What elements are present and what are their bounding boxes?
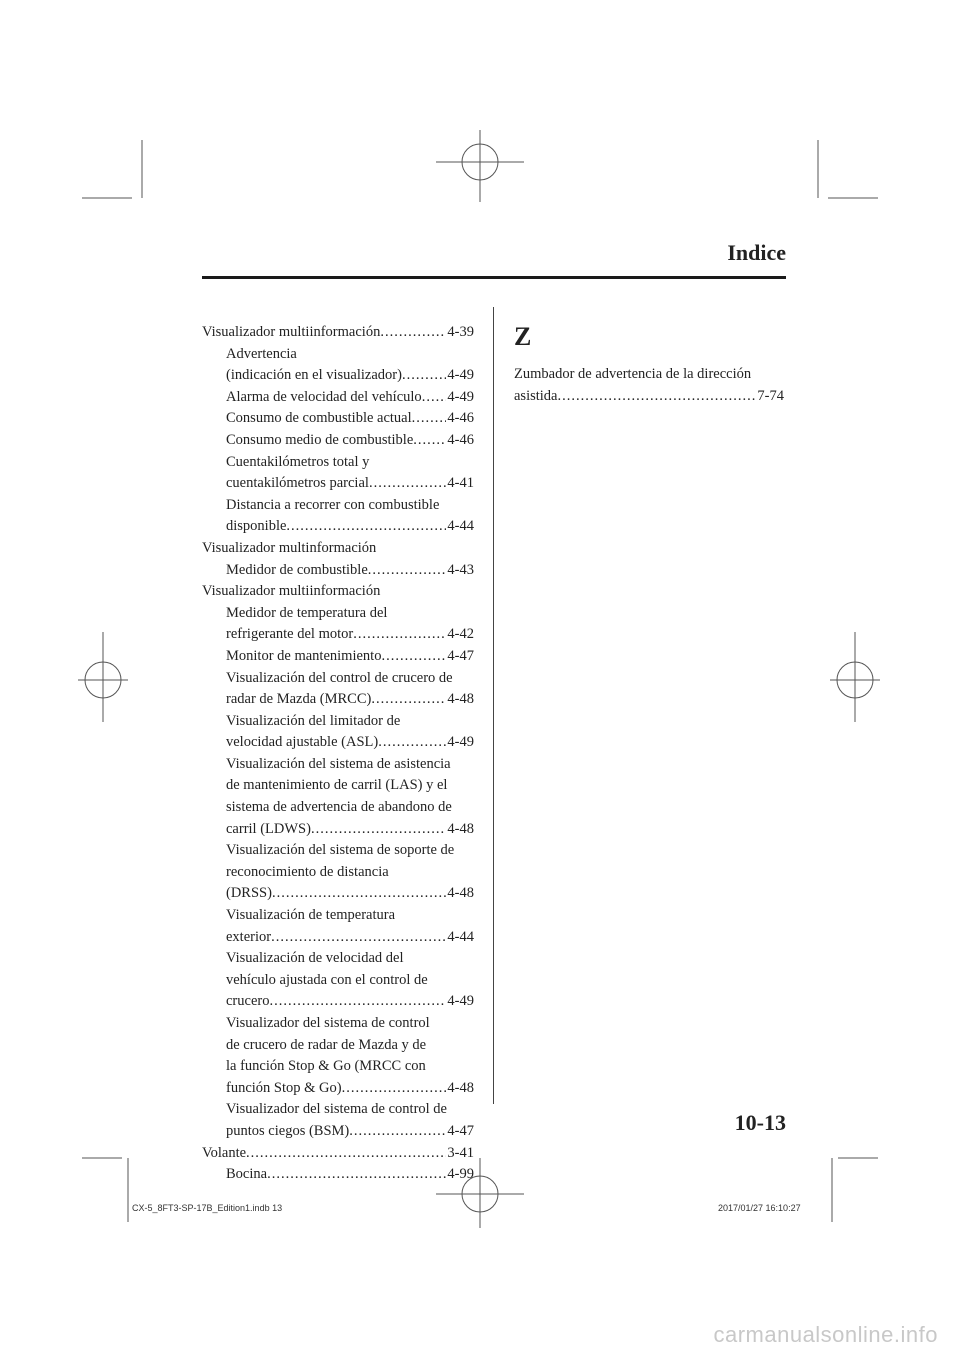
index-subentry: [202, 883, 474, 905]
index-subentry-line: Visualización del sistema de asistencia: [226, 755, 451, 772]
dot-leader: [378, 732, 446, 754]
entry-page-ref: 4-48: [447, 691, 474, 708]
dot-leader: [422, 387, 447, 409]
entry-page-ref: 4-46: [447, 431, 474, 448]
index-subentry: [202, 819, 474, 841]
index-subentry: [202, 689, 474, 711]
header-rule: [202, 276, 786, 279]
entry-page-ref: 4-48: [447, 885, 474, 902]
entry-label: Consumo medio de combustible: [226, 431, 414, 448]
dot-leader: [246, 1143, 446, 1165]
index-subentry: [202, 387, 474, 409]
dot-leader: [311, 819, 446, 841]
entry-page-ref: 4-44: [447, 518, 474, 535]
index-subentry: [202, 430, 474, 452]
entry-page-ref: 4-48: [447, 820, 474, 837]
footer-timestamp: 2017/01/27 16:10:27: [718, 1203, 801, 1213]
index-entry-line: Zumbador de advertencia de la dirección: [514, 366, 752, 382]
index-entry: [202, 1143, 474, 1165]
index-column-left: [202, 322, 474, 1186]
entry-label: Alarma de velocidad del vehículo: [226, 388, 422, 405]
entry-label: asistida: [514, 387, 558, 404]
dot-leader: [267, 1164, 446, 1186]
entry-label: refrigerante del motor: [226, 626, 354, 643]
entry-page-ref: 4-49: [447, 734, 474, 751]
entry-page-ref: 4-49: [447, 993, 474, 1010]
index-subentry-line: sistema de advertencia de abandono de: [226, 799, 452, 816]
dot-leader: [381, 646, 446, 668]
dot-leader: [286, 516, 446, 538]
index-subentry: [202, 516, 474, 538]
index-subentry-line: Visualización del control de crucero de: [226, 669, 453, 686]
entry-label: disponible: [226, 518, 287, 535]
index-subentry-line: Medidor de temperatura del: [226, 604, 388, 621]
index-subentry: [202, 991, 474, 1013]
dot-leader: [369, 473, 446, 495]
index-subentry-line: Visualización de temperatura: [226, 907, 396, 924]
entry-label: Consumo de combustible actual: [226, 410, 412, 427]
dot-leader: [353, 624, 446, 646]
entry-label: (indicación en el visualizador): [226, 367, 402, 384]
dot-leader: [269, 991, 446, 1013]
dot-leader: [271, 927, 446, 949]
dot-leader: [412, 408, 447, 430]
index-subentry-line: la función Stop & Go (MRCC con: [226, 1058, 426, 1075]
entry-page-ref: 4-41: [447, 475, 474, 492]
index-subentry: [202, 365, 474, 387]
index-entry: [202, 322, 474, 344]
page-number: 10-13: [734, 1110, 786, 1135]
index-subentry: [202, 1164, 474, 1186]
entry-page-ref: 4-47: [447, 1122, 474, 1139]
dot-leader: [342, 1078, 447, 1100]
entry-page-ref: 4-47: [447, 647, 474, 664]
entry-page-ref: 7-74: [757, 387, 784, 404]
index-subentry: [202, 473, 474, 495]
dot-leader: [558, 386, 757, 408]
index-entry: [514, 386, 784, 408]
index-subentry: [202, 927, 474, 949]
section-letter: Z: [514, 322, 532, 351]
index-subentry-line: reconocimiento de distancia: [226, 863, 389, 880]
index-subentry: [202, 1078, 474, 1100]
entry-page-ref: 4-42: [447, 626, 474, 643]
entry-label: radar de Mazda (MRCC): [226, 691, 372, 708]
entry-page-ref: 4-99: [447, 1166, 474, 1183]
index-entry-line: Visualizador multinformación: [202, 539, 377, 556]
index-entry-line: Visualizador multiinformación: [202, 583, 381, 600]
watermark: carmanualsonline.info: [713, 1322, 938, 1347]
dot-leader: [371, 689, 446, 711]
entry-label: (DRSS): [226, 885, 272, 902]
entry-label: Visualizador multiinformación: [202, 324, 381, 340]
column-divider: [493, 307, 494, 1104]
index-subentry-line: Visualizador del sistema de control: [226, 1015, 430, 1031]
index-subentry-line: Cuentakilómetros total y: [226, 453, 370, 470]
entry-label: crucero: [226, 993, 270, 1010]
index-subentry: [202, 732, 474, 754]
dot-leader: [349, 1121, 446, 1143]
index-subentry-line: Visualización del sistema de soporte de: [226, 842, 455, 859]
entry-label: velocidad ajustable (ASL): [226, 734, 379, 751]
entry-label: exterior: [226, 928, 272, 945]
entry-page-ref: 4-46: [447, 410, 474, 427]
dot-leader: [413, 430, 446, 452]
entry-page-ref: 3-41: [447, 1144, 474, 1161]
dot-leader: [368, 560, 447, 582]
index-subentry: [202, 1121, 474, 1143]
index-subentry-line: Visualización de velocidad del: [226, 950, 404, 967]
right-column-entries: [514, 364, 784, 407]
entry-page-ref: 4-39: [447, 324, 474, 340]
index-subentry-line: de crucero de radar de Mazda y de: [226, 1036, 427, 1053]
entry-page-ref: 4-48: [447, 1079, 474, 1096]
index-subentry-line: vehículo ajustada con el control de: [226, 971, 428, 988]
entry-label: carril (LDWS): [226, 820, 311, 837]
dot-leader: [402, 365, 446, 387]
index-subentry-line: Distancia a recorrer con combustible: [226, 496, 440, 513]
entry-label: cuentakilómetros parcial: [226, 475, 369, 492]
entry-label: puntos ciegos (BSM): [226, 1122, 350, 1139]
index-subentry-line: Advertencia: [226, 345, 297, 362]
entry-page-ref: 4-44: [447, 928, 474, 945]
index-subentry-line: de mantenimiento de carril (LAS) y el: [226, 777, 448, 794]
dot-leader: [272, 883, 446, 905]
entry-label: Medidor de combustible: [226, 561, 368, 578]
entry-label: Monitor de mantenimiento: [226, 647, 382, 664]
index-subentry-line: Visualizador del sistema de control de: [226, 1101, 447, 1118]
entry-page-ref: 4-49: [447, 367, 474, 384]
index-subentry-line: Visualización del limitador de: [226, 712, 401, 729]
dot-leader: [380, 322, 446, 344]
entry-label: Bocina: [226, 1166, 268, 1183]
header-title: Indice: [727, 240, 786, 265]
index-subentry: [202, 560, 474, 582]
index-subentry: [202, 646, 474, 668]
index-column-right: [514, 322, 784, 407]
entry-page-ref: 4-49: [447, 388, 474, 405]
entry-label: Volante: [202, 1144, 247, 1161]
entry-page-ref: 4-43: [447, 561, 474, 578]
entry-label: función Stop & Go): [226, 1079, 342, 1096]
index-subentry: [202, 408, 474, 430]
footer-file: CX-5_8FT3-SP-17B_Edition1.indb 13: [132, 1203, 283, 1213]
index-subentry: [202, 624, 474, 646]
